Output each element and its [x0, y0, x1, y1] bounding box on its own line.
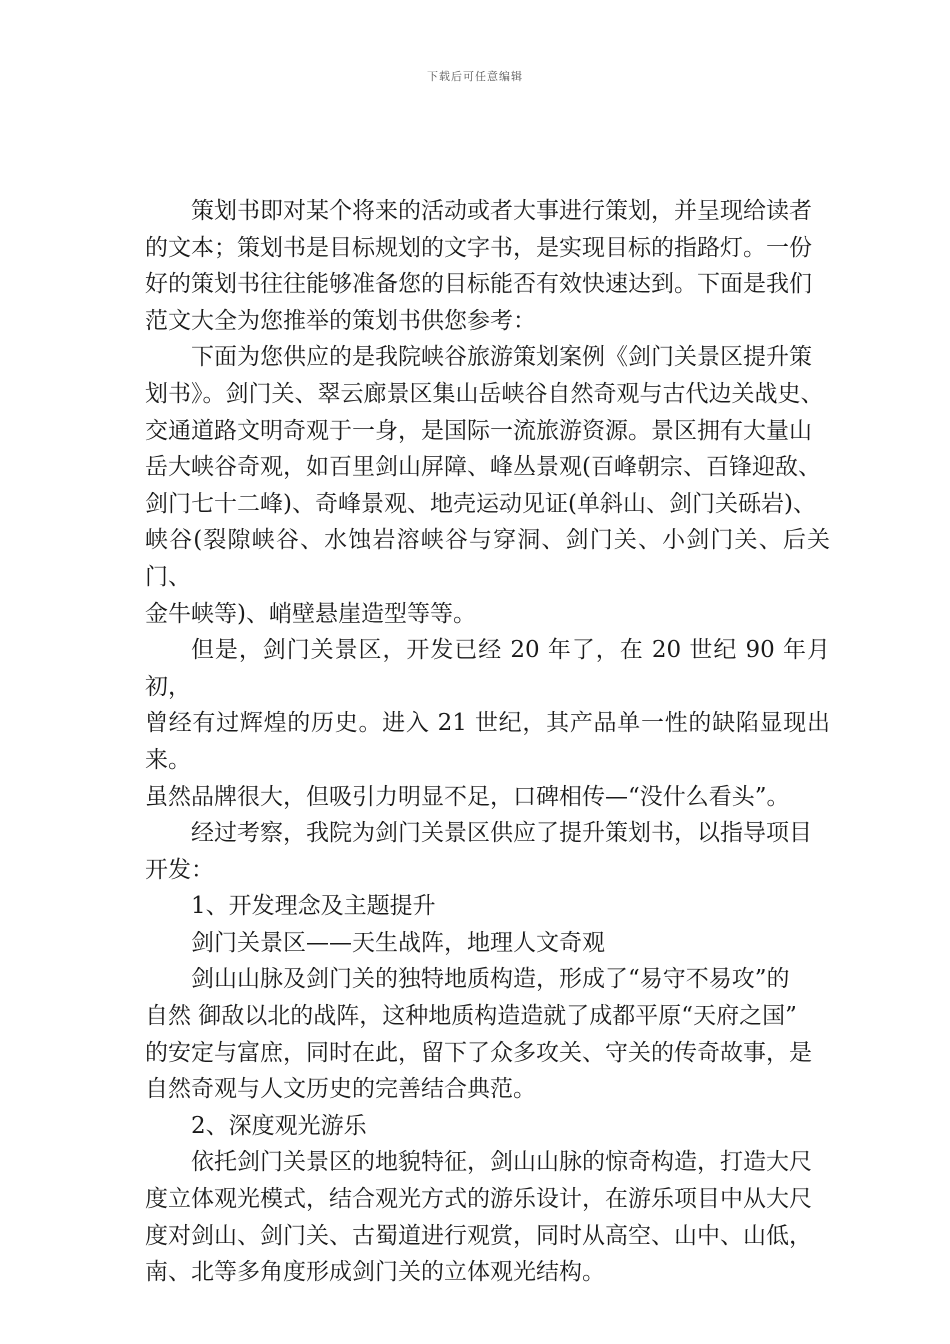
- paragraph-survey: 经过考察，我院为剑门关景区供应了提升策划书，以指导项目 开发：: [145, 820, 812, 883]
- document-body: [145, 193, 830, 1291]
- section-subtitle: 剑门关景区——天生战阵，地理人文奇观: [191, 929, 605, 956]
- paragraph-case-overview: 下面为您供应的是我院峡谷旅游策划案例《剑门关景区提升策 划书》。剑门关、翠云廊景区集山岳峡谷自然奇观与古代边关战史、 交通道路文明奇观于一身，是国际一流旅游资源。景区拥有大量山 岳大峡谷奇观，如百里剑山屏障、峰丛景观(百峰朝宗、百锋迎敌、 剑门七十二峰)、奇峰景观、地壳运动见证(单斜山、剑门关砾岩)、 峡谷(裂隙峡谷、水蚀岩溶峡谷与穿洞、剑门关、小剑门关、后关门、 金牛峡等)、峭壁悬崖造型等等。: [145, 344, 830, 627]
- paragraph-history: 但是，剑门关景区，开发已经 20 年了，在 20 世纪 90 年月初， 曾经有过辉煌的历史。进入 21 世纪，其产品单一性的缺陷显现出来。 虽然品牌很大，但吸引力明显不足，口碑相传—“没什么看头”。: [145, 637, 830, 810]
- section-heading-2: 2、深度观光游乐: [191, 1112, 367, 1139]
- page-header: 下载后可任意编辑: [427, 70, 523, 83]
- paragraph-intro: 策划书即对某个将来的活动或者大事进行策划，并呈现给读者 的文本；策划书是目标规划的文字书，是实现目标的指路灯。一份 好的策划书往往能够准备您的目标能否有效快速达到。下面是我们 范文大全为您推举的策划书供您参考：: [145, 198, 812, 334]
- paragraph-geology: 剑山山脉及剑门关的独特地质构造，形成了“易守不易攻”的 自然 御敌以北的战阵，这种地质构造造就了成都平原“天府之国” 的安定与富庶，同时在此，留下了众多攻关、守关的传奇故事，是 自然奇观与人文历史的完善结合典范。: [145, 966, 812, 1103]
- paragraph-sightseeing: 依托剑门关景区的地貌特征，剑山山脉的惊奇构造，打造大尺 度立体观光模式，结合观光方式的游乐设计，在游乐项目中从大尺 度对剑山、剑门关、古蜀道进行观赏，同时从高空、山中、山低， 南、北等多角度形成剑门关的立体观光结构。: [145, 1149, 812, 1286]
- section-heading-1: 1、开发理念及主题提升: [191, 893, 436, 920]
